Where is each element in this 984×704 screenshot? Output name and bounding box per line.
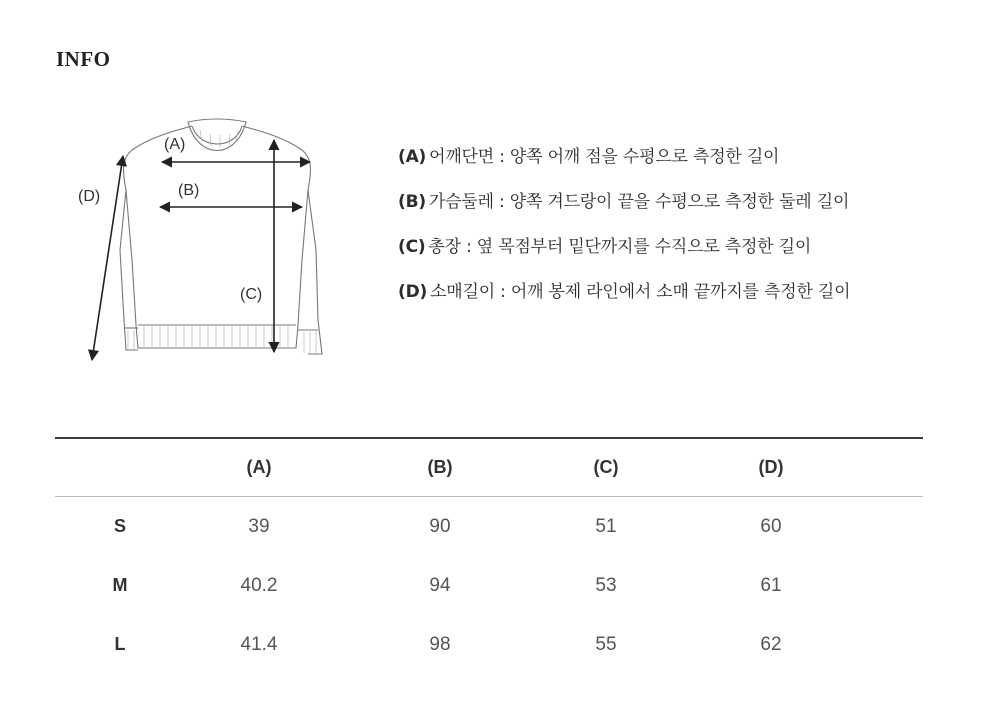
sweater-illustration <box>60 100 380 380</box>
diagram-label-a: (A) <box>164 136 186 153</box>
value-c: 53 <box>595 574 617 596</box>
header-cell-c: (C) <box>593 457 619 477</box>
diagram-label-d: (D) <box>78 188 101 205</box>
size-label: L <box>114 634 126 654</box>
value-b: 94 <box>429 574 451 596</box>
table-row <box>55 497 923 556</box>
description-c: (C) 총장 : 옆 목점부터 밑단까지를 수직으로 측정한 길이 <box>398 237 812 257</box>
page-title: INFO <box>56 47 111 71</box>
value-a: 41.4 <box>240 633 278 655</box>
description-d: (D) 소매길이 : 어깨 봉제 라인에서 소매 끝까지를 측정한 길이 <box>398 282 851 302</box>
header-cell-b: (B) <box>427 457 453 477</box>
description-a: (A) 어깨단면 : 양쪽 어깨 점을 수평으로 측정한 길이 <box>398 147 780 167</box>
measurement-descriptions <box>398 146 850 326</box>
value-a: 39 <box>248 515 270 537</box>
value-d: 60 <box>760 515 782 537</box>
diagram-label-b: (B) <box>178 182 200 199</box>
size-label: S <box>113 516 126 536</box>
value-b: 98 <box>429 633 451 655</box>
table-row <box>55 615 923 674</box>
value-b: 90 <box>429 515 451 537</box>
value-d: 62 <box>760 633 782 655</box>
size-label: M <box>112 575 128 595</box>
table-header-row <box>55 439 923 496</box>
header-cell-d: (D) <box>758 457 784 477</box>
sweater-diagram <box>60 100 380 380</box>
value-c: 55 <box>595 633 617 655</box>
value-a: 40.2 <box>240 574 278 596</box>
value-c: 51 <box>595 515 617 537</box>
value-d: 61 <box>760 574 782 596</box>
size-table <box>55 437 923 674</box>
table-row <box>55 556 923 615</box>
diagram-label-c: (C) <box>240 286 263 303</box>
description-b: (B) 가슴둘레 : 양쪽 겨드랑이 끝을 수평으로 측정한 둘레 길이 <box>398 192 850 212</box>
header-cell-a: (A) <box>246 457 272 477</box>
